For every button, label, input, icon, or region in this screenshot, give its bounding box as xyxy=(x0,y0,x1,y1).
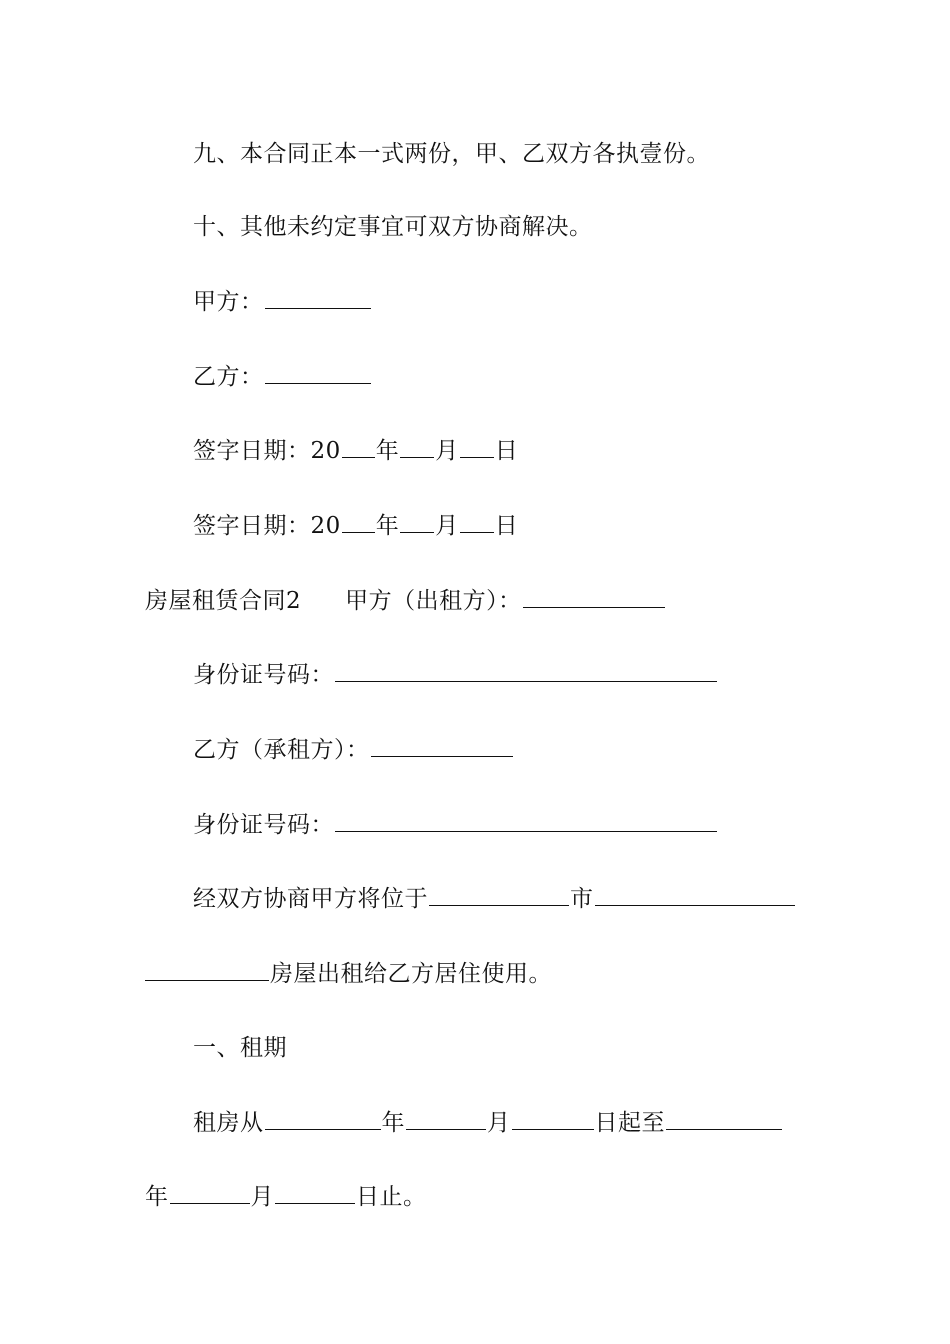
lease-term-line-2 xyxy=(145,1182,427,1212)
day-label: 日 xyxy=(494,513,519,539)
sign-date-label: 签字日期：20 xyxy=(193,513,341,539)
lease-term-line-1 xyxy=(193,1108,783,1138)
lease-from-label: 租房从 xyxy=(193,1110,264,1136)
start-day-blank[interactable] xyxy=(512,1109,594,1130)
id-label: 身份证号码： xyxy=(193,662,334,688)
day-from-to-label: 日起至 xyxy=(594,1110,665,1136)
year-label: 年 xyxy=(145,1184,169,1210)
lessee-label: 乙方（承租方）： xyxy=(193,737,370,763)
year-label: 年 xyxy=(375,513,400,539)
clause-9: 九、本合同正本一式两份，甲、乙双方各执壹份。 xyxy=(193,141,710,167)
party-a-label: 甲方： xyxy=(193,289,264,315)
lessee-id-blank[interactable] xyxy=(335,811,717,832)
agreement-suffix: 房屋出租给乙方居住使用。 xyxy=(270,961,552,987)
end-month-blank[interactable] xyxy=(170,1183,250,1204)
month-blank[interactable] xyxy=(400,437,434,458)
contract-2-header-line xyxy=(145,586,666,616)
lessor-id-line xyxy=(193,660,718,690)
agreement-line-2 xyxy=(145,959,552,989)
address-blank[interactable] xyxy=(595,885,795,906)
location-blank[interactable] xyxy=(429,885,569,906)
start-year-blank[interactable] xyxy=(265,1109,381,1130)
day-end-label: 日止。 xyxy=(356,1184,427,1210)
month-label: 月 xyxy=(250,1184,274,1210)
id-label: 身份证号码： xyxy=(193,812,334,838)
lessee-id-line xyxy=(193,810,718,840)
year-label: 年 xyxy=(381,1110,405,1136)
sign-date-line-1 xyxy=(193,436,518,466)
sign-date-line-2 xyxy=(193,511,518,541)
lessee-line xyxy=(193,735,514,765)
lessee-blank[interactable] xyxy=(371,736,513,757)
party-a-blank[interactable] xyxy=(265,288,371,309)
lessor-id-blank[interactable] xyxy=(335,661,717,682)
party-a-signature-line xyxy=(193,287,372,317)
address-continued-blank[interactable] xyxy=(145,960,269,981)
lessor-label: 甲方（出租方）： xyxy=(345,588,522,614)
party-b-label: 乙方： xyxy=(193,364,264,390)
year-blank[interactable] xyxy=(342,512,375,533)
sign-date-label: 签字日期：20 xyxy=(193,438,341,464)
day-blank[interactable] xyxy=(460,512,494,533)
city-label: 市 xyxy=(570,886,594,912)
lessor-blank[interactable] xyxy=(523,587,665,608)
agreement-prefix: 经双方协商甲方将位于 xyxy=(193,886,428,912)
month-label: 月 xyxy=(487,1110,511,1136)
month-label: 月 xyxy=(435,513,459,539)
year-label: 年 xyxy=(375,438,400,464)
start-month-blank[interactable] xyxy=(406,1109,486,1130)
party-b-blank[interactable] xyxy=(265,363,371,384)
party-b-signature-line xyxy=(193,362,372,392)
agreement-line-1 xyxy=(193,884,796,914)
contract-2-title: 房屋租赁合同2 xyxy=(145,588,302,614)
month-label: 月 xyxy=(435,438,459,464)
end-year-blank[interactable] xyxy=(666,1109,782,1130)
month-blank[interactable] xyxy=(400,512,434,533)
day-label: 日 xyxy=(494,438,519,464)
year-blank[interactable] xyxy=(342,437,375,458)
end-day-blank[interactable] xyxy=(275,1183,355,1204)
clause-10: 十、其他未约定事宜可双方协商解决。 xyxy=(193,214,593,240)
day-blank[interactable] xyxy=(460,437,494,458)
section-1-title: 一、租期 xyxy=(193,1035,287,1061)
